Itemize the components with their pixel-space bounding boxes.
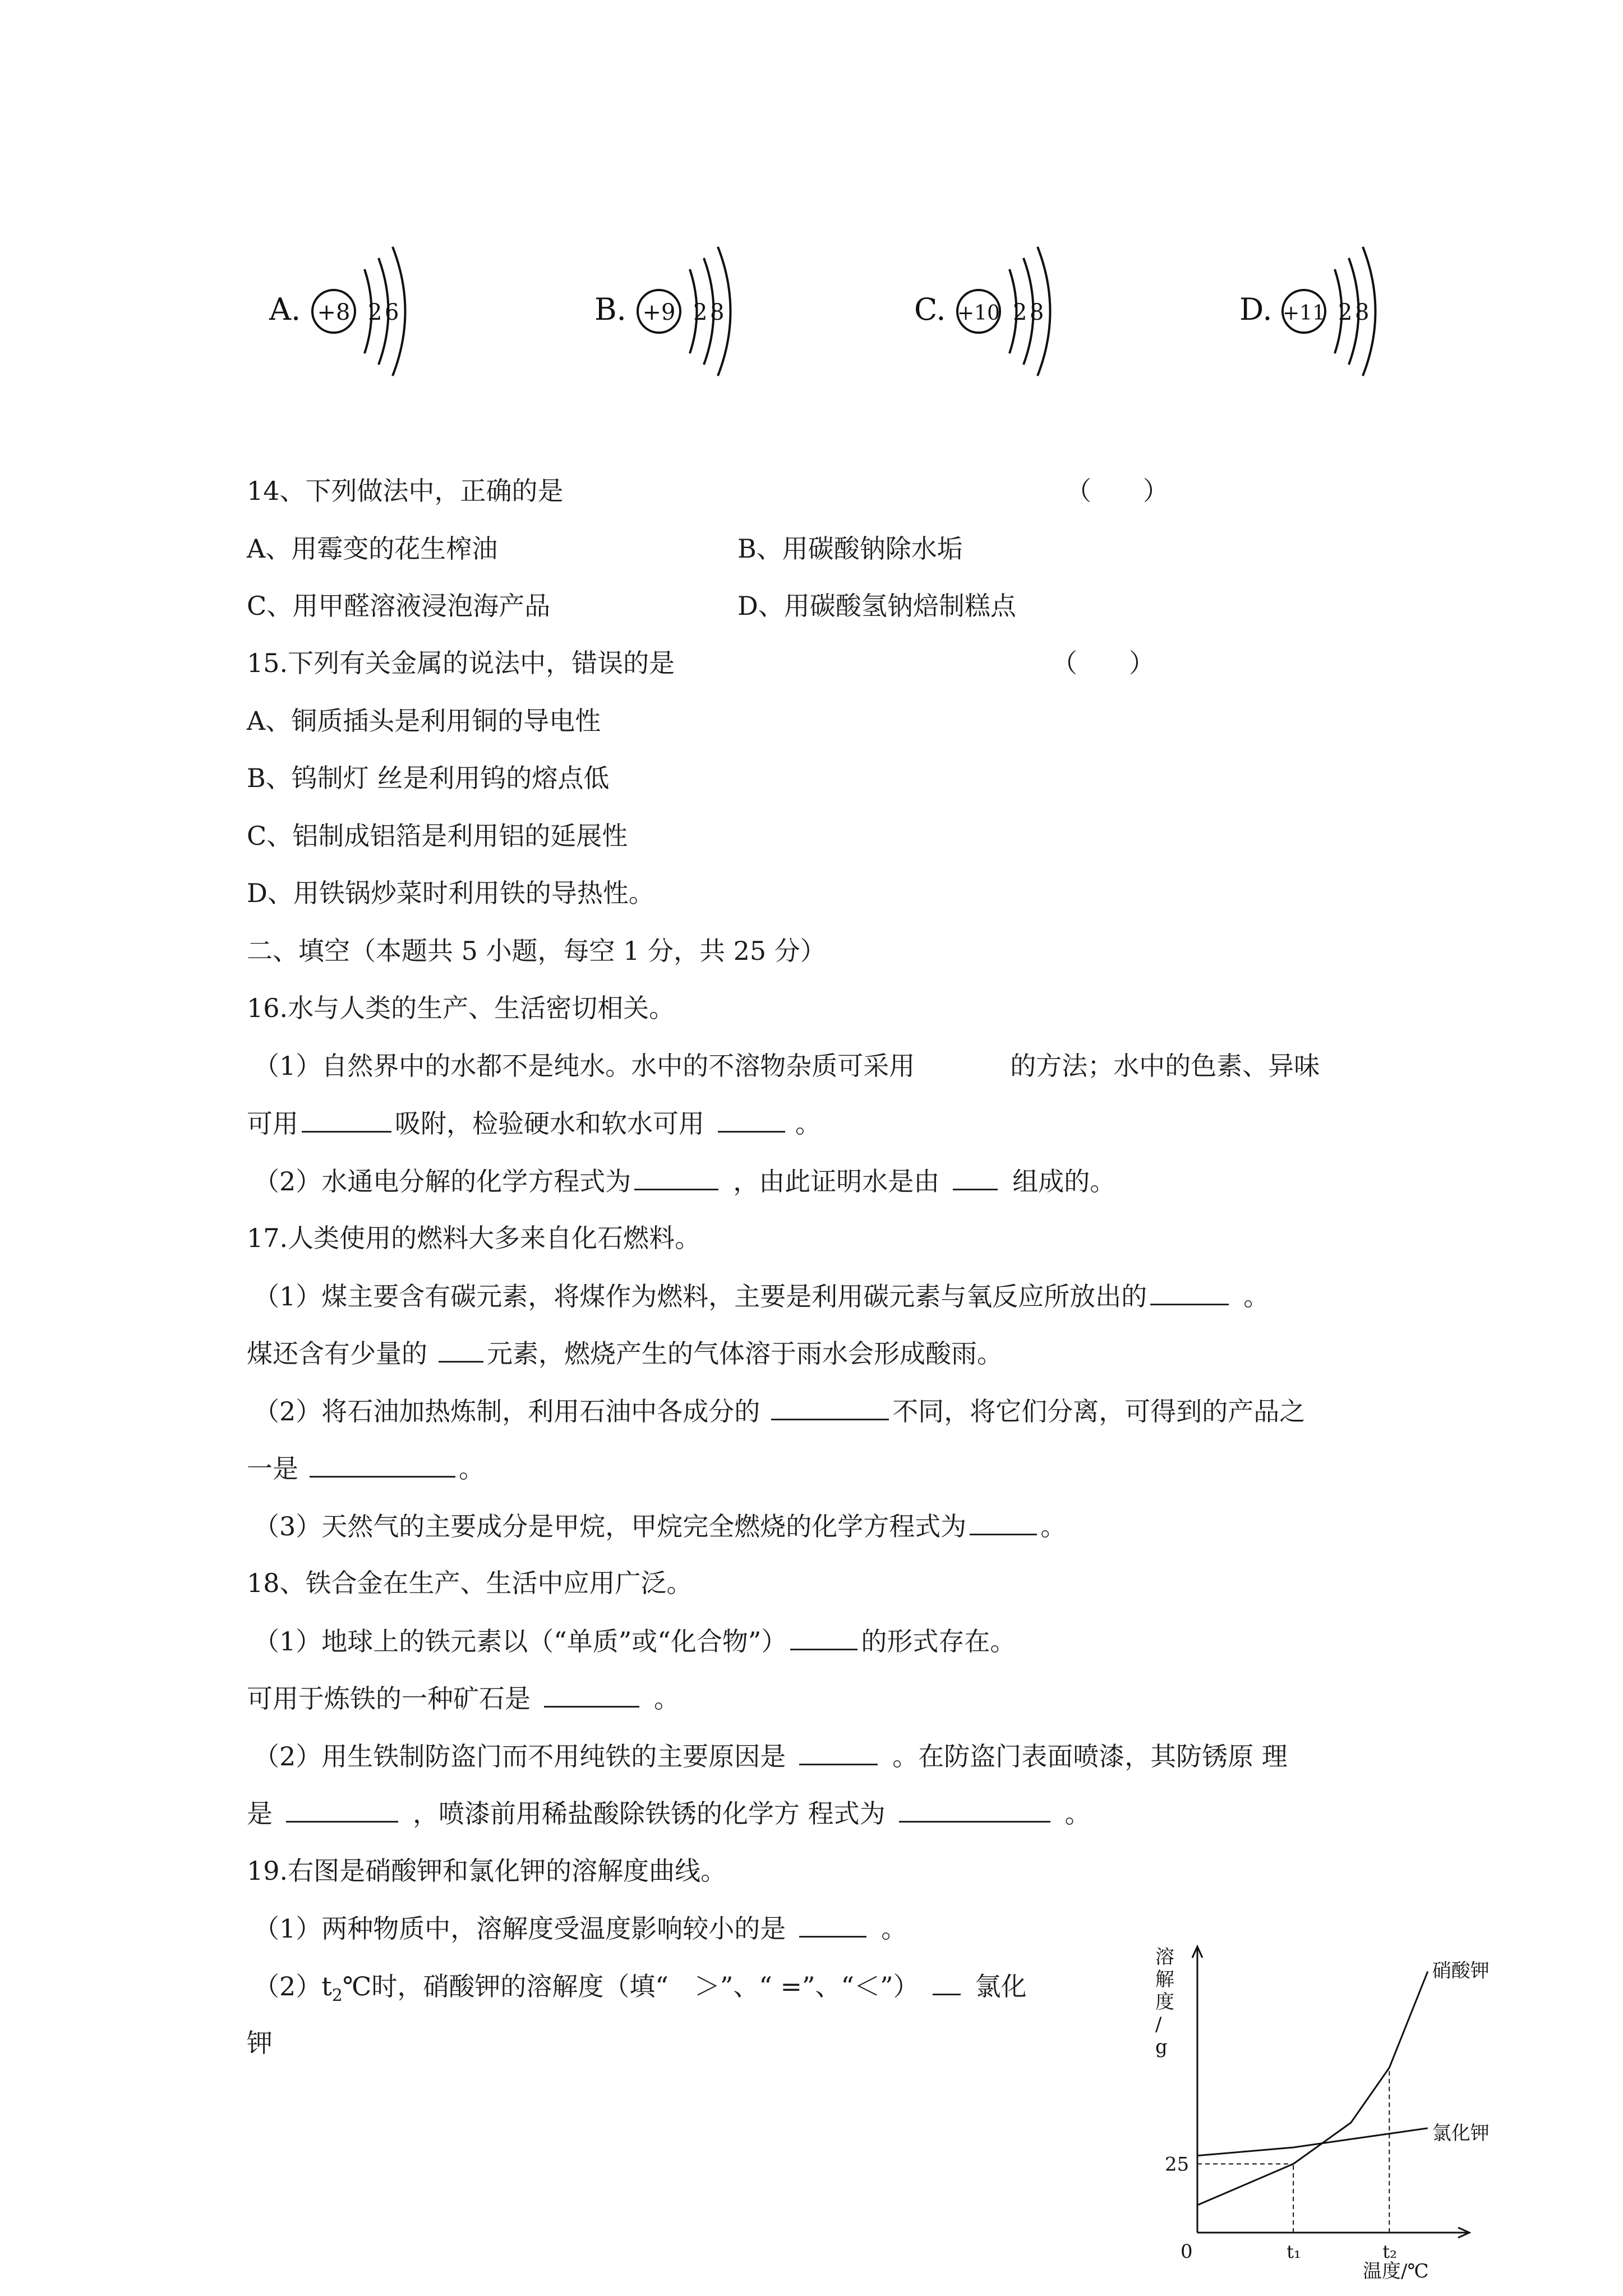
q19-blank-2[interactable] bbox=[933, 1969, 961, 1995]
q19-part2-line2: 钾 bbox=[247, 2028, 273, 2058]
q19-part1 bbox=[253, 1911, 907, 1945]
atom-a-nucleus: +8 bbox=[317, 300, 351, 325]
q18-part1-text-a: （1）地球上的铁元素以（“单质”或“化合物”） bbox=[253, 1626, 787, 1657]
q16-part2-text-a: （2）水通电分解的化学方程式为 bbox=[253, 1166, 631, 1197]
q14-option-c: C、用甲醛溶液浸泡海产品 bbox=[247, 591, 551, 621]
solubility-chart bbox=[1133, 1930, 1492, 2289]
atom-b-nucleus: +9 bbox=[642, 300, 676, 325]
q18-part2-line1 bbox=[253, 1739, 1288, 1773]
q17-blank-2[interactable] bbox=[439, 1336, 483, 1363]
q18-blank-1[interactable] bbox=[790, 1624, 857, 1650]
q17-part2-text-d: 。 bbox=[459, 1453, 485, 1484]
q16-blank-3[interactable] bbox=[718, 1106, 785, 1133]
q14-stem: 14、下列做法中，正确的是 bbox=[247, 476, 564, 506]
q15-answer-paren: （ ） bbox=[1052, 648, 1155, 678]
q18-part1-line1 bbox=[253, 1624, 1016, 1658]
atom-a-shell1: 2 bbox=[368, 300, 382, 325]
q16-part1-text-d: 吸附，检验硬水和软水可用 bbox=[395, 1108, 704, 1139]
q19-part2-text-a: （2）t bbox=[253, 1971, 332, 2001]
q15-option-a: A、铜质插头是利用铜的导电性 bbox=[247, 706, 601, 736]
atom-a-svg bbox=[264, 241, 454, 409]
atom-a-letter: A. bbox=[269, 292, 301, 327]
atom-d-svg bbox=[1234, 241, 1424, 409]
atom-d-shell1: 2 bbox=[1338, 300, 1353, 325]
atom-diagram-d bbox=[1234, 241, 1424, 409]
q16-part1-text-b: 的方法；水中的色素、异味 bbox=[1010, 1051, 1320, 1081]
q19-stem: 19.右图是硝酸钾和氯化钾的溶解度曲线。 bbox=[247, 1856, 727, 1886]
q17-blank-5[interactable] bbox=[970, 1509, 1037, 1535]
q15-option-d: D、用铁锅炒菜时利用铁的导热性。 bbox=[247, 878, 654, 908]
q14-option-b: B、用碳酸钠除水垢 bbox=[737, 533, 963, 564]
q17-part2-line1 bbox=[253, 1394, 1305, 1428]
origin-label: 0 bbox=[1181, 2240, 1193, 2263]
atom-d-shell2: 8 bbox=[1355, 300, 1370, 325]
q15-stem: 15.下列有关金属的说法中，错误的是 bbox=[247, 648, 675, 678]
q17-part2-text-b: 不同，将它们分离，可得到的产品之 bbox=[892, 1396, 1306, 1427]
q19-part2-subscript: 2 bbox=[331, 1986, 343, 2006]
q17-part2-text-a: （2）将石油加热炼制，利用石油中各成分的 bbox=[253, 1396, 760, 1427]
q18-part1-text-d: 。 bbox=[654, 1683, 680, 1714]
q16-part1-line1 bbox=[253, 1049, 1320, 1083]
q18-part2-text-c: 是 bbox=[247, 1798, 273, 1829]
atom-b-svg bbox=[589, 241, 780, 409]
q17-blank-1[interactable] bbox=[1150, 1279, 1229, 1305]
q17-part3-text-a: （3）天然气的主要成分是甲烷，甲烷完全燃烧的化学方程式为 bbox=[253, 1511, 967, 1542]
y-axis-label-char-3: 度 bbox=[1155, 1991, 1174, 2013]
q14-option-d: D、用碳酸氢钠焙制糕点 bbox=[737, 591, 1016, 621]
q18-part2-text-a: （2）用生铁制防盗门而不用纯铁的主要原因是 bbox=[253, 1741, 786, 1772]
q17-part1-text-a: （1）煤主要含有碳元素，将煤作为燃料，主要是利用碳元素与氧反应所放出的 bbox=[253, 1281, 1147, 1312]
q19-part1-text-a: （1）两种物质中，溶解度受温度影响较小的是 bbox=[253, 1913, 786, 1944]
q17-part2-line2 bbox=[247, 1451, 485, 1485]
y-tick-label-25: 25 bbox=[1165, 2153, 1189, 2176]
q19-blank-1[interactable] bbox=[799, 1911, 866, 1938]
q17-part1-text-b: 。 bbox=[1243, 1281, 1270, 1312]
x-tick-label-1: t₁ bbox=[1287, 2241, 1301, 2262]
q18-part2-text-e: 。 bbox=[1064, 1798, 1091, 1829]
q16-part1-text-c: 可用 bbox=[247, 1108, 298, 1139]
atom-b-letter: B. bbox=[594, 292, 626, 327]
q16-part2-text-b: ，由此证明水是由 bbox=[733, 1166, 940, 1197]
q18-blank-2[interactable] bbox=[544, 1681, 639, 1708]
atom-b-shell2: 8 bbox=[710, 300, 725, 325]
q17-part3-text-b: 。 bbox=[1040, 1511, 1067, 1542]
q16-part2 bbox=[253, 1164, 1115, 1198]
series-label-2: 氯化钾 bbox=[1432, 2122, 1490, 2145]
atom-diagram-c bbox=[909, 241, 1099, 409]
series-label-1: 硝酸钾 bbox=[1432, 1959, 1490, 1982]
q15-option-c: C、铝制成铝箔是利用铝的延展性 bbox=[247, 821, 628, 851]
q19-part2-text-b: ℃时，硝酸钾的溶解度（填“ ＞”、“ =”、“＜”） bbox=[342, 1971, 919, 2001]
q16-blank-5[interactable] bbox=[953, 1164, 998, 1190]
atom-c-nucleus: +10 bbox=[957, 302, 1000, 325]
section-2-heading: 二、填空（本题共 5 小题，每空 1 分，共 25 分） bbox=[247, 936, 826, 966]
q17-stem: 17.人类使用的燃料大多来自化石燃料。 bbox=[247, 1223, 701, 1253]
atom-d-nucleus: +11 bbox=[1283, 302, 1325, 325]
q18-part1-text-c: 可用于炼铁的一种矿石是 bbox=[247, 1683, 531, 1714]
chart-series bbox=[1197, 1972, 1428, 2206]
atom-b-shell1: 2 bbox=[693, 300, 708, 325]
q16-blank-2[interactable] bbox=[302, 1106, 391, 1133]
q17-blank-3[interactable] bbox=[771, 1394, 889, 1420]
q16-blank-4[interactable] bbox=[634, 1164, 718, 1190]
y-axis-label-char-2: 解 bbox=[1155, 1968, 1174, 1991]
q18-part2-text-d: ，喷漆前用稀盐酸除铁锈的化学方 程式为 bbox=[413, 1798, 886, 1829]
q18-stem: 18、铁合金在生产、生活中应用广泛。 bbox=[247, 1568, 693, 1598]
series-line-1 bbox=[1197, 1972, 1428, 2206]
q18-part2-text-b: 。在防盗门表面喷漆，其防锈原 理 bbox=[892, 1741, 1288, 1772]
q17-part1-text-c: 煤还含有少量的 bbox=[247, 1338, 427, 1369]
q19-part2-text-c: 氯化 bbox=[975, 1971, 1027, 2001]
atom-c-shell2: 8 bbox=[1030, 300, 1044, 325]
atom-d-letter: D. bbox=[1239, 292, 1272, 327]
q16-part1-text-a: （1）自然界中的水都不是纯水。水中的不溶物杂质可采用 bbox=[253, 1051, 915, 1081]
x-axis-label: 温度/℃ bbox=[1363, 2260, 1429, 2283]
q19-part1-text-b: 。 bbox=[881, 1913, 907, 1944]
y-axis-label-char-1: 溶 bbox=[1155, 1946, 1174, 1968]
atom-diagram-b bbox=[589, 241, 780, 409]
atom-c-svg bbox=[909, 241, 1099, 409]
q17-part1-line2 bbox=[247, 1336, 1003, 1370]
q18-part1-text-b: 的形式存在。 bbox=[861, 1626, 1016, 1657]
q17-part3 bbox=[253, 1509, 1066, 1543]
q16-part1-text-e: 。 bbox=[795, 1108, 821, 1139]
series-line-2 bbox=[1197, 2128, 1428, 2156]
q16-stem: 16.水与人类的生产、生活密切相关。 bbox=[247, 993, 675, 1023]
q18-blank-3[interactable] bbox=[799, 1739, 878, 1765]
q17-part1-line1 bbox=[253, 1279, 1269, 1313]
q17-part2-text-c: 一是 bbox=[247, 1453, 298, 1484]
q18-blank-5[interactable] bbox=[899, 1796, 1050, 1823]
chart-axes bbox=[1192, 1947, 1469, 2238]
y-axis-label-char-4: / bbox=[1155, 2013, 1162, 2036]
atom-c-shell1: 2 bbox=[1013, 300, 1027, 325]
atom-a-shell2: 6 bbox=[385, 300, 399, 325]
x-tick-label-2: t₂ bbox=[1382, 2241, 1397, 2262]
q15-option-b: B、钨制灯 丝是利用钨的熔点低 bbox=[247, 763, 610, 793]
q16-part1-line2 bbox=[247, 1106, 821, 1140]
q18-blank-4[interactable] bbox=[286, 1796, 398, 1823]
q16-part2-text-c: 组成的。 bbox=[1012, 1166, 1116, 1197]
atom-diagram-a bbox=[264, 241, 454, 409]
q18-part1-line2 bbox=[247, 1681, 680, 1715]
q17-part1-text-d: 元素，燃烧产生的气体溶于雨水会形成酸雨。 bbox=[487, 1338, 1003, 1369]
q17-blank-4[interactable] bbox=[310, 1451, 455, 1478]
q19-part2-line1 bbox=[253, 1969, 1027, 2013]
q14-option-a: A、用霉变的花生榨油 bbox=[247, 533, 498, 564]
q14-answer-paren: （ ） bbox=[1066, 476, 1169, 506]
q18-part2-line2 bbox=[247, 1796, 1091, 1830]
atom-c-letter: C. bbox=[914, 292, 946, 327]
y-axis-label-char-5: g bbox=[1155, 2036, 1168, 2058]
